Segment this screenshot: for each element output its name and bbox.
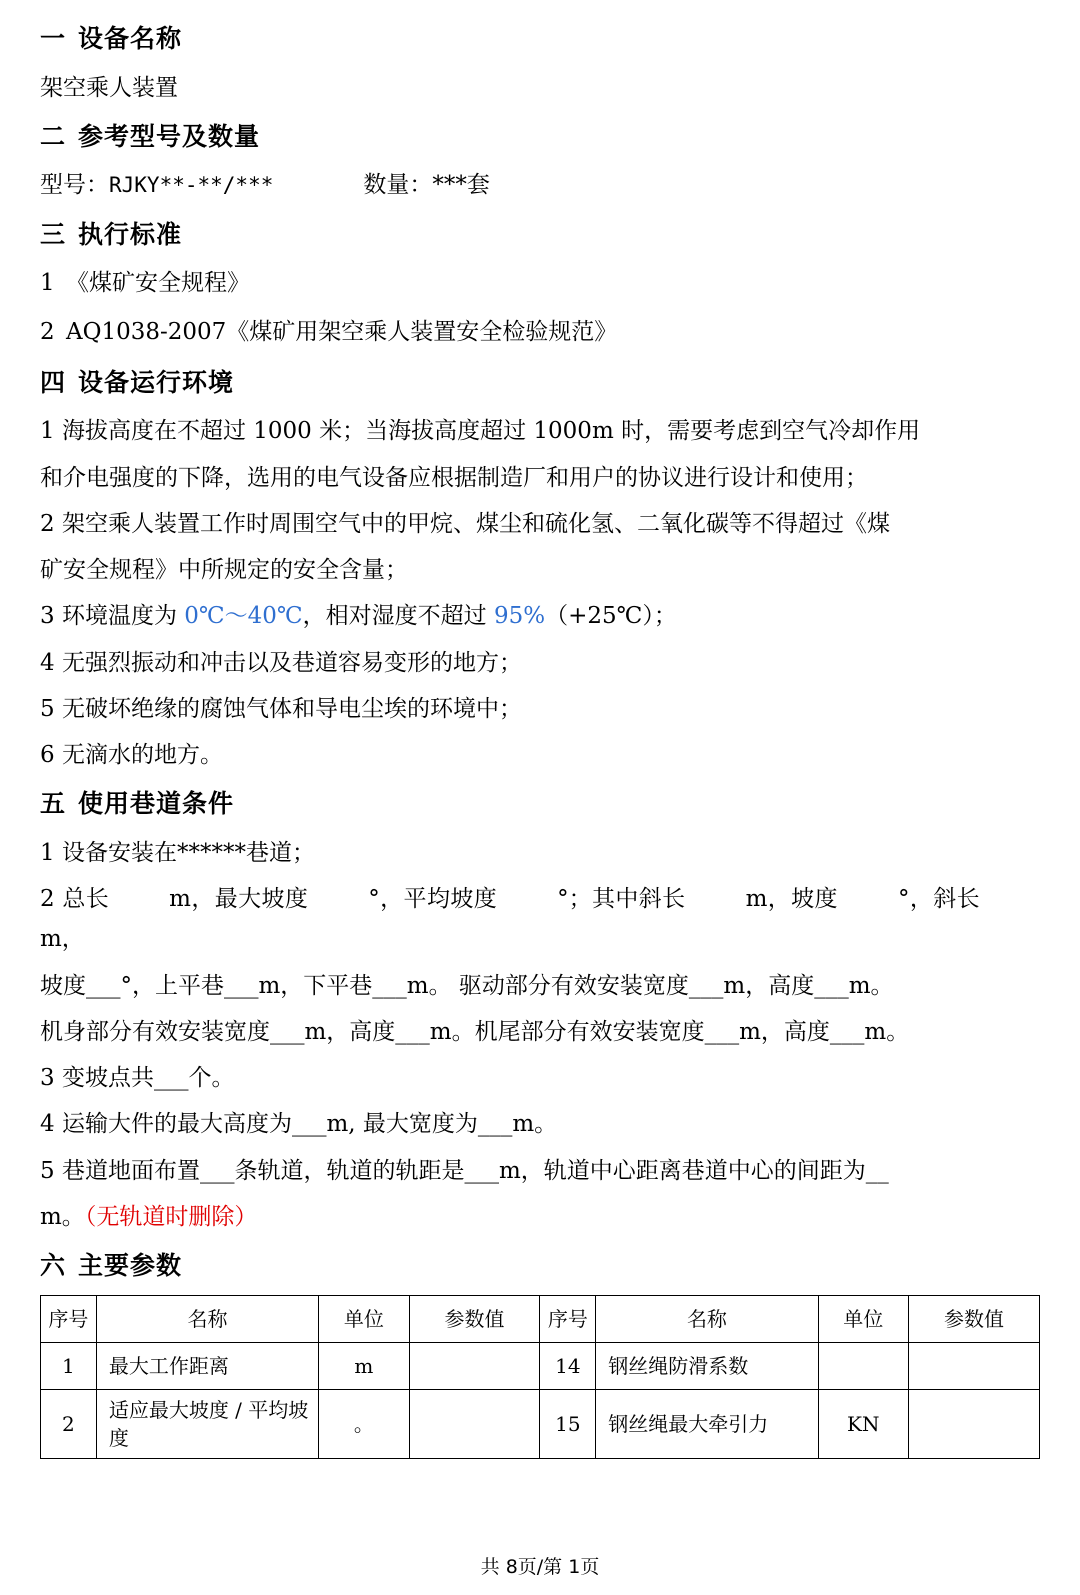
header-value-left: 参数值	[409, 1295, 540, 1342]
temperature-range-value: 0℃～40℃	[184, 603, 303, 630]
section-number-6: 六	[40, 1251, 67, 1281]
header-unit-right: 单位	[818, 1295, 908, 1342]
section-heading-3	[40, 216, 1040, 254]
cell-value-right[interactable]	[908, 1389, 1039, 1458]
section-title-1: 设备名称	[78, 24, 183, 53]
header-name-right: 名称	[596, 1295, 818, 1342]
environment-item-3-mid: ，相对湿度不超过	[302, 603, 494, 630]
section-number-5: 五	[40, 789, 67, 819]
environment-item-3-suffix: （+25℃）；	[545, 603, 677, 630]
section-number-1: 一	[40, 24, 67, 53]
cell-seq-right: 14	[540, 1342, 596, 1389]
section-title-4: 设备运行环境	[78, 367, 235, 397]
section-heading-2	[40, 118, 1040, 156]
header-value-right: 参数值	[908, 1295, 1039, 1342]
tunnel-item-2-d: °；其中斜长	[557, 886, 686, 913]
main-parameters-table	[40, 1295, 1040, 1459]
tunnel-item-2-c: °，平均坡度	[368, 886, 498, 913]
environment-item-5: 5 无破坏绝缘的腐蚀气体和导电尘埃的环境中；	[40, 695, 522, 722]
model-value: RJKY**-**/***	[109, 173, 274, 198]
cell-name-left: 适应最大坡度 / 平均坡度	[96, 1389, 318, 1458]
table-row	[41, 1342, 1040, 1389]
table-row	[41, 1389, 1040, 1458]
tunnel-item-2-line-1	[40, 879, 1040, 960]
environment-item-2-line-2: 矿安全规程》中所规定的安全含量；	[40, 557, 408, 584]
cell-seq-left: 2	[41, 1389, 97, 1458]
table-header-row	[41, 1295, 1040, 1342]
section-heading-6	[40, 1247, 1040, 1285]
model-label: 型号：	[40, 172, 109, 199]
tunnel-item-2-f: °，斜长	[897, 886, 981, 913]
section-heading-1	[40, 20, 1040, 58]
section-number-3: 三	[40, 219, 67, 249]
standard-item-text: AQ1038-2007《煤矿用架空乘人装置安全检验规范》	[66, 319, 618, 346]
tunnel-item-2-g: m，	[40, 926, 85, 953]
section-heading-4	[40, 364, 1040, 402]
section-title-3: 执行标准	[78, 219, 183, 249]
cell-seq-right: 15	[540, 1389, 596, 1458]
tunnel-item-5-line-1: 5 巷道地面布置___条轨道，轨道的轨距是___m，轨道中心距离巷道中心的间距为__	[40, 1157, 889, 1184]
section-number-2: 二	[40, 121, 67, 151]
header-seq-right: 序号	[540, 1295, 596, 1342]
humidity-value: 95%	[493, 603, 546, 630]
environment-item-3-prefix: 3 环境温度为	[40, 603, 185, 630]
model-and-quantity-line	[40, 165, 1040, 205]
cell-value-left[interactable]	[409, 1389, 540, 1458]
header-unit-left: 单位	[319, 1295, 409, 1342]
tunnel-item-2-line-2: 坡度___°，上平巷___m，下平巷___m。 驱动部分有效安装宽度___m，高度___m。	[40, 972, 894, 999]
page-footer: 共 8页/第 1页	[480, 1556, 600, 1578]
section-title-5: 使用巷道条件	[78, 789, 235, 819]
cell-name-left: 最大工作距离	[96, 1342, 318, 1389]
tunnel-item-2-line-3: 机身部分有效安装宽度___m，高度___m。机尾部分有效安装宽度___m，高度___m。	[40, 1018, 910, 1045]
quantity-value: ***套	[432, 172, 490, 199]
section-title-6: 主要参数	[78, 1251, 183, 1281]
tunnel-item-5-prefix: m。	[40, 1203, 85, 1230]
environment-item-1-line-1: 1 海拔高度在不超过 1000 米；当海拔高度超过 1000m 时，需要考虑到空气冷却作用	[40, 418, 921, 445]
standard-item-index: 2	[40, 319, 55, 346]
environment-item-2-line-1: 2 架空乘人装置工作时周围空气中的甲烷、煤尘和硫化氢、二氧化碳等不得超过《煤	[40, 510, 890, 537]
environment-item-1-line-2: 和介电强度的下降，选用的电气设备应根据制造厂和用户的协议进行设计和使用；	[40, 464, 868, 491]
tunnel-item-1: 1 设备安装在******巷道；	[40, 839, 315, 866]
tunnel-item-2-b: m，最大坡度	[169, 886, 309, 913]
standard-item	[40, 312, 1040, 353]
tunnel-item-2-e: m，坡度	[745, 886, 838, 913]
environment-item-4: 4 无强烈振动和冲击以及巷道容易变形的地方；	[40, 649, 522, 676]
cell-unit-right: KN	[818, 1389, 908, 1458]
cell-unit-right	[818, 1342, 908, 1389]
cell-seq-left: 1	[41, 1342, 97, 1389]
header-name-left: 名称	[96, 1295, 318, 1342]
environment-item-3	[40, 596, 1040, 636]
section-title-2: 参考型号及数量	[78, 121, 261, 151]
cell-value-right[interactable]	[908, 1342, 1039, 1389]
cell-name-right: 钢丝绳最大牵引力	[596, 1389, 818, 1458]
cell-name-right: 钢丝绳防滑系数	[596, 1342, 818, 1389]
standard-item-index: 1	[40, 270, 55, 296]
section-1-body: 架空乘人装置	[40, 74, 178, 101]
quantity-label: 数量：	[363, 172, 433, 199]
tunnel-item-3: 3 变坡点共___个。	[40, 1065, 235, 1092]
header-seq-left: 序号	[41, 1295, 97, 1342]
tunnel-item-4: 4 运输大件的最大高度为___m, 最大宽度为___m。	[40, 1111, 558, 1138]
environment-item-6: 6 无滴水的地方。	[40, 742, 223, 769]
cell-unit-left: m	[319, 1342, 409, 1389]
section-heading-5	[40, 785, 1040, 823]
standard-item-text: 《煤矿安全规程》	[66, 270, 250, 296]
delete-note-red: （无轨道时删除）	[84, 1203, 258, 1230]
cell-value-left[interactable]	[409, 1342, 540, 1389]
section-number-4: 四	[40, 367, 67, 397]
tunnel-item-5-line-2	[40, 1197, 1040, 1237]
cell-unit-left: 。	[319, 1389, 409, 1458]
tunnel-item-2-a: 2 总长	[40, 886, 110, 913]
standard-item	[40, 263, 1040, 304]
